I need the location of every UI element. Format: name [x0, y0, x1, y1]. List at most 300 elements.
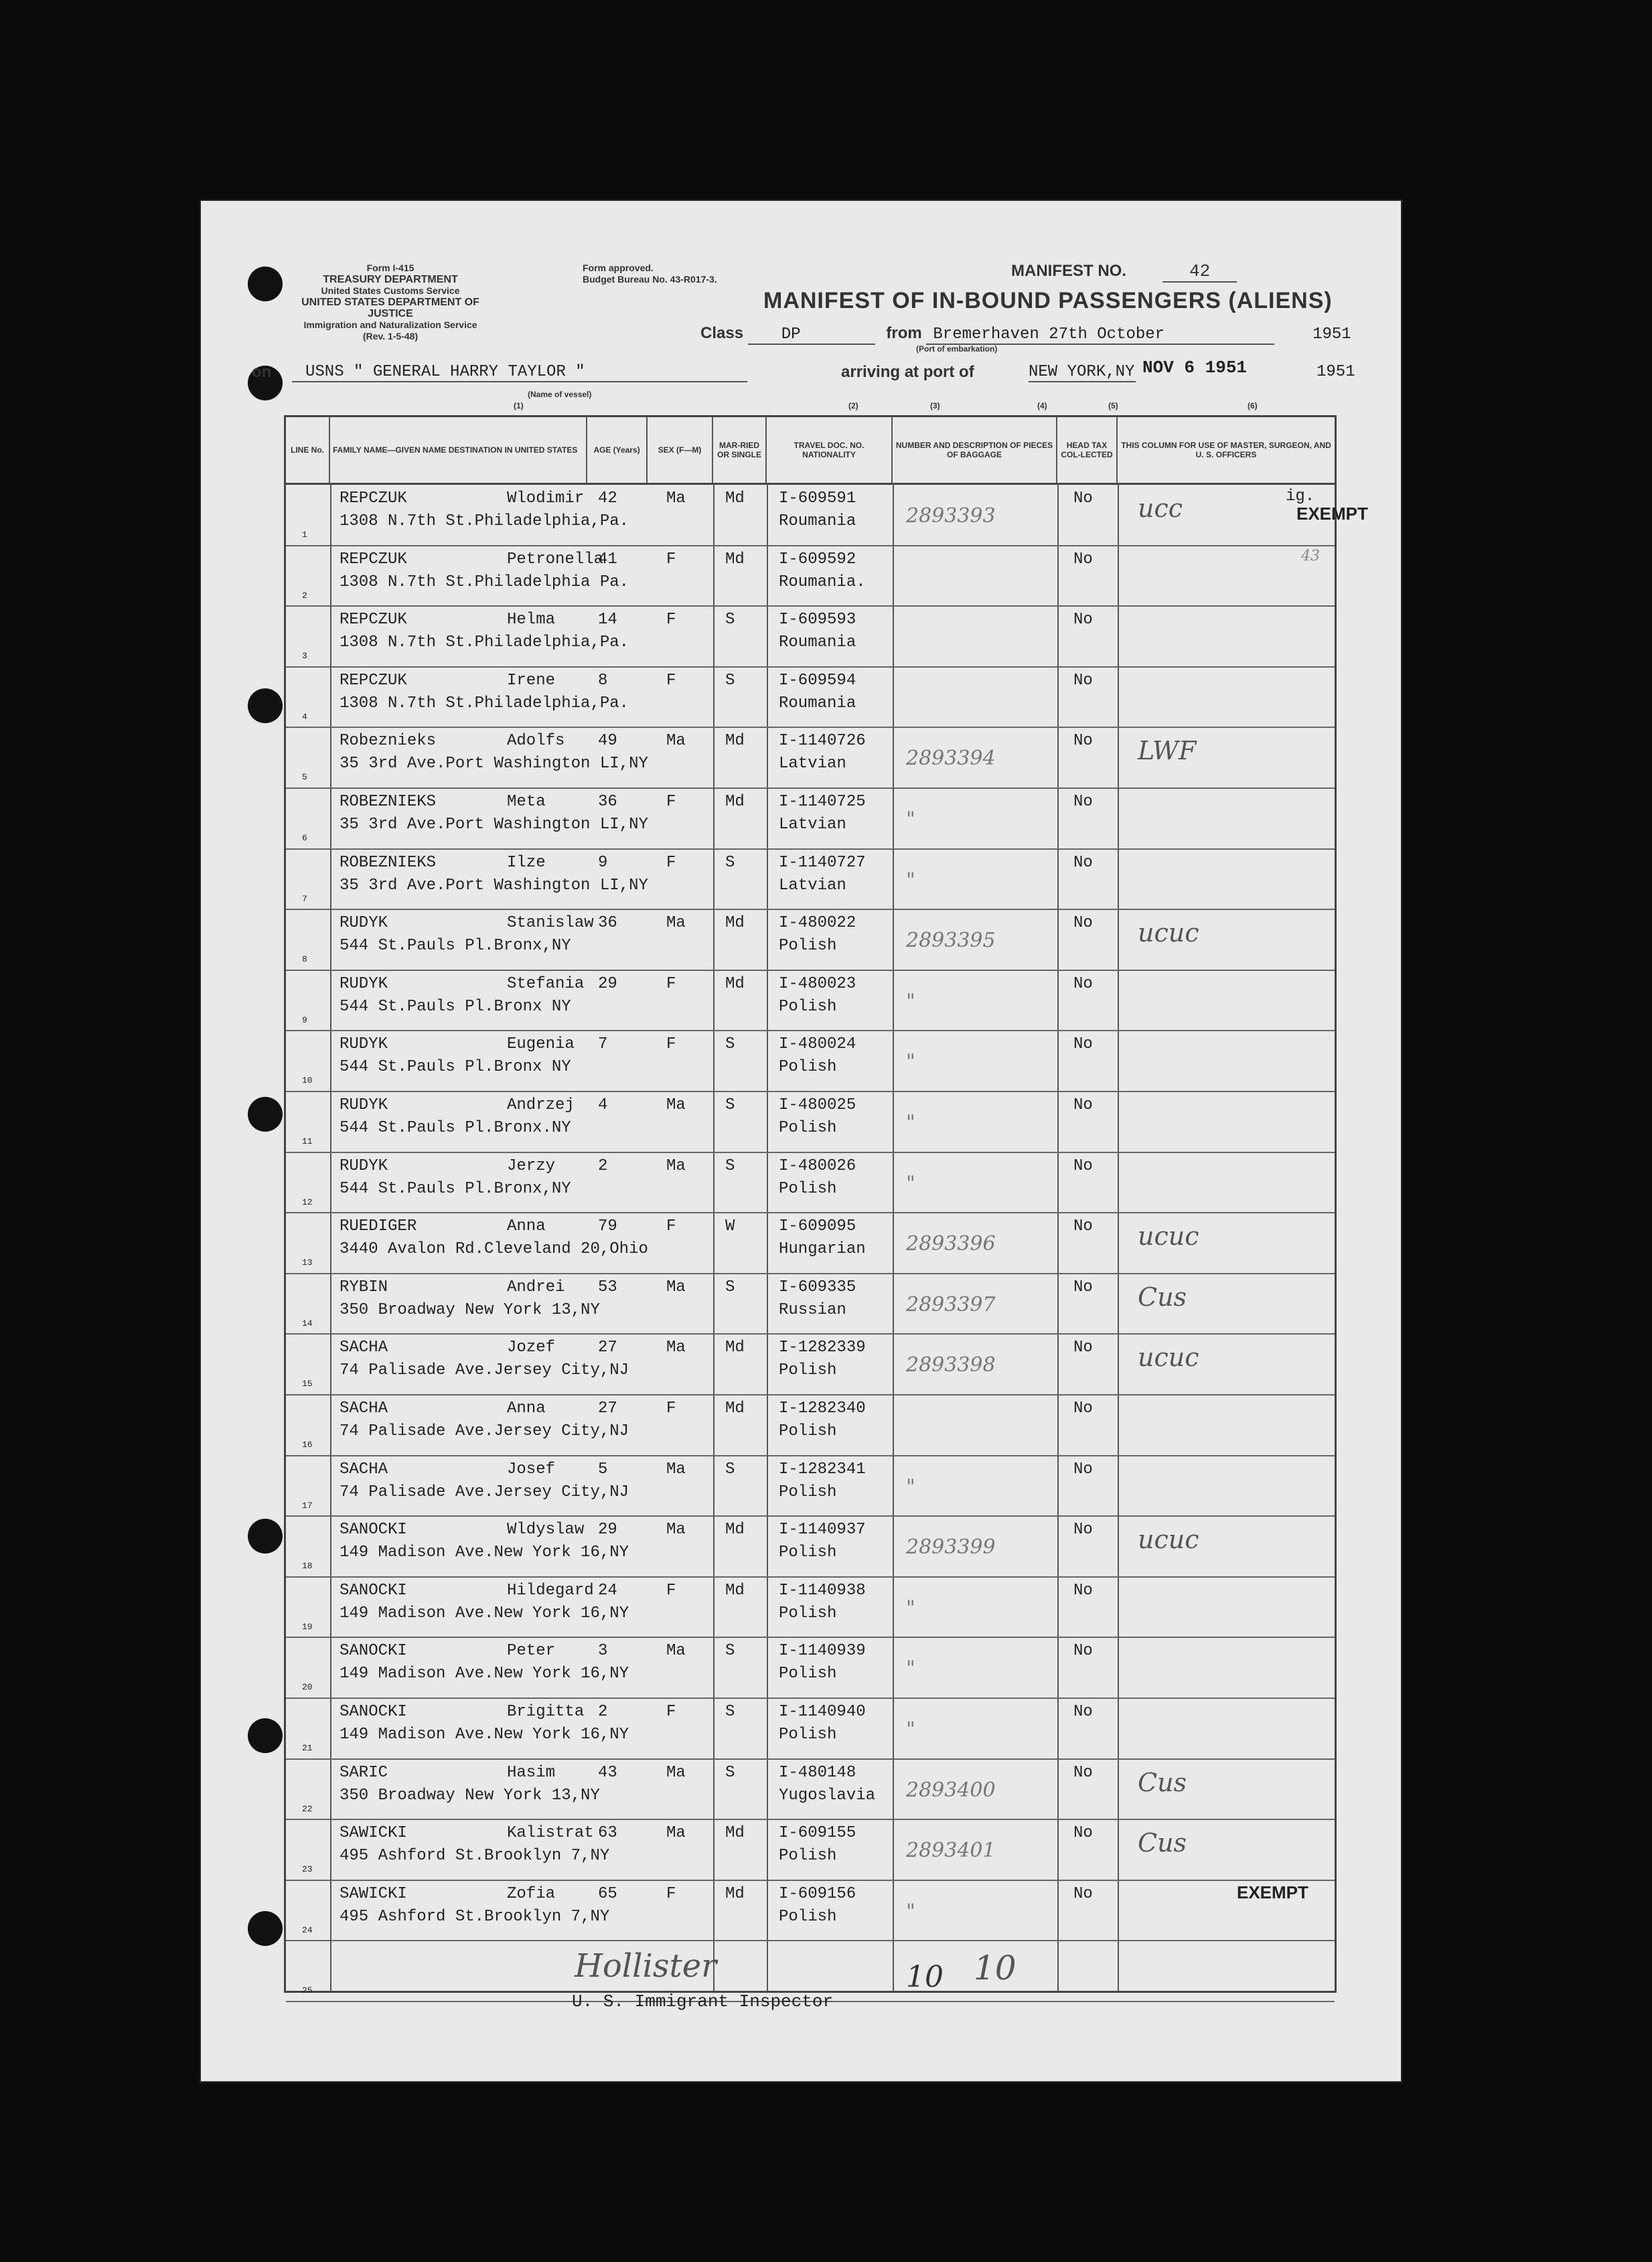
marital-status: S [725, 1096, 735, 1114]
table-row [286, 605, 1335, 666]
family-name: RYBIN [340, 1278, 388, 1296]
destination: 35 3rd Ave.Port Washington LI,NY [340, 876, 648, 895]
destination: 544 St.Pauls Pl.Bronx.NY [340, 1119, 571, 1137]
sex: Ma [666, 1763, 686, 1782]
travel-doc-no: I-609593 [779, 611, 856, 629]
travel-doc-no: I-480148 [779, 1763, 856, 1782]
table-row [286, 1273, 1335, 1334]
budget-bureau-text: Budget Bureau No. 43-R017-3. [583, 274, 717, 285]
destination: 35 3rd Ave.Port Washington LI,NY [340, 755, 648, 773]
baggage-number: " [906, 1718, 915, 1741]
family-name: RUDYK [340, 974, 388, 993]
line-number: 15 [302, 1379, 313, 1389]
marital-status: S [725, 1460, 735, 1479]
head-tax: No [1073, 914, 1093, 933]
baggage-number: " [906, 1111, 915, 1134]
given-name: Anna [507, 1217, 546, 1236]
line-number: 18 [302, 1561, 313, 1572]
age: 24 [598, 1581, 617, 1600]
age: 27 [598, 1400, 617, 1418]
marital-status: S [725, 1703, 735, 1721]
nationality: Polish [779, 1422, 837, 1440]
line-number: 8 [302, 954, 307, 965]
age: 14 [598, 611, 617, 629]
family-name: RUDYK [340, 914, 388, 933]
immigration-service: Immigration and Naturalization Service [303, 319, 477, 330]
nationality: Roumania. [779, 573, 866, 591]
marital-status: Md [725, 793, 745, 811]
travel-doc-no: I-1282341 [779, 1460, 866, 1479]
nationality: Polish [779, 1361, 837, 1380]
marital-status: Md [725, 732, 745, 751]
head-tax: No [1073, 1156, 1093, 1175]
form-approved-text: Form approved. [583, 262, 654, 273]
nationality: Polish [779, 937, 837, 956]
arrival-date-stamp: NOV 6 1951 [1142, 358, 1248, 378]
destination: 495 Ashford St.Brooklyn 7,NY [340, 1847, 610, 1866]
family-name: SANOCKI [340, 1642, 407, 1661]
age: 2 [598, 1703, 608, 1721]
binder-hole [248, 1097, 283, 1132]
destination: 1308 N.7th St.Philadelphia Pa. [340, 573, 629, 591]
table-row [286, 1758, 1335, 1819]
destination: 1308 N.7th St.Philadelphia,Pa. [340, 633, 629, 652]
column-number: (6) [1248, 401, 1258, 410]
travel-doc-no: I-1140938 [779, 1581, 866, 1600]
manifest-number [1011, 261, 1237, 281]
nationality: Polish [779, 1726, 837, 1744]
line-number: 20 [302, 1682, 313, 1693]
table-row [286, 909, 1335, 970]
head-tax: No [1073, 1400, 1093, 1418]
destination: 1308 N.7th St.Philadelphia,Pa. [340, 694, 629, 712]
nationality: Polish [779, 1179, 837, 1198]
family-name: SACHA [340, 1339, 388, 1357]
nationality: Polish [779, 1119, 837, 1137]
line-number: 19 [302, 1621, 313, 1632]
sex: F [666, 1581, 676, 1600]
col-header-officers: THIS COLUMN FOR USE OF MASTER, SURGEON, AND U. S. OFFICERS [1121, 441, 1331, 459]
given-name: Stefania [507, 974, 585, 993]
age: 9 [598, 853, 608, 872]
travel-doc-no: I-480023 [779, 974, 856, 993]
head-tax: No [1073, 550, 1093, 569]
binder-hole [248, 1911, 283, 1946]
head-tax: No [1073, 1035, 1093, 1054]
ig-note: ig. [1286, 487, 1315, 506]
sex: Ma [666, 489, 686, 508]
destination: 3440 Avalon Rd.Cleveland 20,Ohio [340, 1240, 648, 1259]
sex: Ma [666, 1521, 686, 1539]
manifest-label: MANIFEST NO. [1011, 262, 1126, 280]
sex: Ma [666, 1460, 686, 1479]
table-row [286, 1091, 1335, 1152]
given-name: Hildegard [507, 1581, 594, 1600]
class-label: Class [700, 324, 744, 342]
col-header-name: FAMILY NAME—GIVEN NAME DESTINATION IN UNITED STATES [330, 417, 587, 483]
col-header-age: AGE (Years) [587, 417, 648, 483]
head-tax: No [1073, 1824, 1093, 1843]
line-number: 7 [302, 893, 307, 904]
baggage-number: " [906, 1657, 915, 1681]
given-name: Adolfs [507, 732, 565, 751]
nationality: Latvian [779, 755, 846, 773]
age: 29 [598, 1521, 617, 1539]
column-number: (5) [1108, 401, 1118, 410]
family-name: RUDYK [340, 1156, 388, 1175]
officer-note: Cus [1138, 1282, 1187, 1312]
baggage-number: " [906, 1475, 915, 1499]
class-line [700, 324, 1351, 345]
form-approval [583, 262, 717, 285]
head-tax: No [1073, 1460, 1093, 1479]
line-number: 9 [302, 1014, 307, 1025]
col-header-travel-doc: TRAVEL DOC. NO. NATIONALITY [767, 417, 893, 483]
marital-status: S [725, 853, 735, 872]
travel-doc-no: I-1140726 [779, 732, 866, 751]
head-tax: No [1073, 732, 1093, 751]
baggage-number: 2893398 [906, 1353, 996, 1377]
destination: 149 Madison Ave.New York 16,NY [340, 1604, 629, 1623]
travel-doc-no: I-1140937 [779, 1521, 866, 1539]
age: 36 [598, 914, 617, 933]
age: 3 [598, 1642, 608, 1661]
head-tax: No [1073, 1581, 1093, 1600]
head-tax: No [1073, 671, 1093, 690]
officer-note: ucuc [1138, 1221, 1199, 1252]
marital-status: S [725, 611, 735, 629]
passenger-table [284, 401, 1337, 1996]
given-name: Petronella [507, 550, 604, 569]
line-number: 24 [302, 1925, 313, 1935]
given-name: Andrei [507, 1278, 565, 1296]
given-name: Irene [507, 671, 556, 690]
binder-hole [248, 688, 283, 723]
baggage-number: " [906, 1050, 915, 1074]
destination: 74 Palisade Ave.Jersey City,NJ [340, 1483, 629, 1501]
destination: 74 Palisade Ave.Jersey City,NJ [340, 1361, 629, 1380]
given-name: Helma [507, 611, 556, 629]
line-number: 10 [302, 1075, 313, 1086]
destination: 350 Broadway New York 13,NY [340, 1300, 600, 1319]
age: 53 [598, 1278, 617, 1296]
table-row [286, 1576, 1335, 1637]
age: 7 [598, 1035, 608, 1054]
travel-doc-no: I-609155 [779, 1824, 856, 1843]
family-name: ROBEZNIEKS [340, 793, 437, 811]
nationality: Latvian [779, 876, 846, 895]
officer-note: Cus [1138, 1767, 1187, 1797]
family-name: RUEDIGER [340, 1217, 417, 1236]
nationality: Polish [779, 1847, 837, 1866]
table-row [286, 1212, 1335, 1273]
family-name: REPCZUK [340, 550, 407, 569]
table-row [286, 1698, 1335, 1758]
sex: F [666, 1703, 676, 1721]
table-row [286, 1394, 1335, 1455]
marital-status: S [725, 1035, 735, 1054]
line-number: 14 [302, 1318, 313, 1329]
officer-note: ucuc [1138, 1525, 1199, 1555]
family-name: RUDYK [340, 1096, 388, 1114]
nationality: Latvian [779, 816, 846, 834]
col-header-sex: SEX (F—M) [648, 417, 713, 483]
marital-status: S [725, 1156, 735, 1175]
binder-hole [248, 1519, 283, 1554]
marital-status: Md [725, 1581, 745, 1600]
baggage-number: " [906, 1899, 915, 1923]
travel-doc-no: I-1140939 [779, 1642, 866, 1661]
line-number: 6 [302, 833, 307, 843]
baggage-number: 2893395 [906, 929, 996, 953]
family-name: RUDYK [340, 1035, 388, 1054]
line-number: 23 [302, 1864, 313, 1875]
officer-note: ucc [1138, 494, 1183, 523]
age: 8 [598, 671, 608, 690]
family-name: REPCZUK [340, 671, 407, 690]
given-name: Hasim [507, 1763, 556, 1782]
marital-status: S [725, 1278, 735, 1296]
officer-note: EXEMPT [1237, 1882, 1308, 1902]
arrival-port: NEW YORK,NY [1029, 363, 1135, 381]
table-row [286, 484, 1335, 545]
age: 5 [598, 1460, 608, 1479]
marital-status: Md [725, 1339, 745, 1357]
sex: Ma [666, 732, 686, 751]
destination: 544 St.Pauls Pl.Bronx NY [340, 1058, 571, 1077]
line-number: 16 [302, 1440, 313, 1450]
manifest-title: MANIFEST OF IN-BOUND PASSENGERS (ALIENS) [763, 288, 1333, 313]
destination: 544 St.Pauls Pl.Bronx,NY [340, 1179, 571, 1198]
arrival-year: 1951 [1317, 363, 1355, 381]
nationality: Polish [779, 1907, 837, 1926]
column-number: (1) [514, 401, 524, 410]
nationality: Polish [779, 1058, 837, 1077]
officer-note: LWF [1138, 736, 1197, 766]
nationality: Yugoslavia [779, 1786, 876, 1805]
vessel-name: USNS " GENERAL HARRY TAYLOR " [292, 363, 747, 382]
line-number: 21 [302, 1743, 313, 1753]
age: 79 [598, 1217, 617, 1236]
given-name: Peter [507, 1642, 556, 1661]
baggage-number: 2893397 [906, 1292, 996, 1316]
baggage-number: 2893400 [906, 1778, 996, 1802]
inspector-caption: U. S. Immigrant Inspector [572, 1991, 834, 2012]
line-number: 17 [302, 1500, 313, 1511]
family-name: SARIC [340, 1763, 388, 1782]
travel-doc-no: I-609095 [779, 1217, 856, 1236]
head-tax: No [1073, 1278, 1093, 1296]
baggage-number: 2893399 [906, 1535, 996, 1560]
given-name: Zofia [507, 1884, 556, 1903]
age: 27 [598, 1339, 617, 1357]
line-number: 25 [302, 1985, 313, 1996]
baggage-number: " [906, 989, 915, 1013]
from-label: from [886, 324, 922, 342]
sex: F [666, 1884, 676, 1903]
sex: F [666, 1035, 676, 1054]
family-name: SAWICKI [340, 1884, 407, 1903]
table-row [286, 970, 1335, 1031]
destination: 544 St.Pauls Pl.Bronx NY [340, 997, 571, 1016]
marital-status: Md [725, 1884, 745, 1903]
baggage-number: 2893396 [906, 1232, 996, 1256]
given-name: Stanislaw [507, 914, 594, 933]
col-header-head-tax: HEAD TAX COL-LECTED [1057, 417, 1118, 483]
destination: 495 Ashford St.Brooklyn 7,NY [340, 1907, 610, 1926]
given-name: Eugenia [507, 1035, 575, 1054]
family-name: SACHA [340, 1400, 388, 1418]
destination: 35 3rd Ave.Port Washington LI,NY [340, 816, 648, 834]
baggage-number: 2893401 [906, 1839, 996, 1863]
table-row [286, 1880, 1335, 1941]
nationality: Hungarian [779, 1240, 866, 1259]
given-name: Meta [507, 793, 546, 811]
family-name: SACHA [340, 1460, 388, 1479]
baggage-number: 10 [906, 1960, 944, 1995]
table-row [286, 787, 1335, 848]
travel-doc-no: I-609594 [779, 671, 856, 690]
marital-status: W [725, 1217, 735, 1236]
officer-note: ucuc [1138, 918, 1199, 948]
given-name: Brigitta [507, 1703, 585, 1721]
given-name: Kalistrat [507, 1824, 594, 1843]
head-tax: No [1073, 974, 1093, 993]
head-tax: No [1073, 853, 1093, 872]
table-row [286, 1515, 1335, 1576]
family-name: REPCZUK [340, 611, 407, 629]
sex: Ma [666, 1096, 686, 1114]
marital-status: Md [725, 1824, 745, 1843]
baggage-number: " [906, 868, 915, 892]
form-revision: (Rev. 1-5-48) [362, 331, 419, 342]
destination: 149 Madison Ave.New York 16,NY [340, 1726, 629, 1744]
age: 2 [598, 1156, 608, 1175]
travel-doc-no: I-480022 [779, 914, 856, 933]
destination: 350 Broadway New York 13,NY [340, 1786, 600, 1805]
destination: 74 Palisade Ave.Jersey City,NJ [340, 1422, 629, 1440]
age: 43 [598, 1763, 617, 1782]
marital-status: Md [725, 914, 745, 933]
age: 36 [598, 793, 617, 811]
family-name: REPCZUK [340, 489, 407, 508]
line-number: 13 [302, 1258, 313, 1268]
marital-status: Md [725, 1521, 745, 1539]
marital-status: S [725, 1642, 735, 1661]
head-tax: No [1073, 1096, 1093, 1114]
head-tax: No [1073, 489, 1093, 508]
baggage-number: " [906, 1596, 915, 1620]
form-number: Form I-415 [366, 262, 415, 273]
family-name: SANOCKI [340, 1703, 407, 1721]
col-header-married: MAR-RIED OR SINGLE [713, 417, 767, 483]
class-value: DP [748, 325, 875, 345]
nationality: Roumania [779, 694, 856, 712]
binder-hole [248, 267, 283, 301]
travel-doc-no: I-609591 [779, 489, 856, 508]
baggage-number: " [906, 1171, 915, 1195]
table-row [286, 1333, 1335, 1394]
nationality: Roumania [779, 633, 856, 652]
sex: Ma [666, 1278, 686, 1296]
travel-doc-no: I-1140725 [779, 793, 866, 811]
line-number: 11 [302, 1136, 313, 1146]
travel-doc-no: I-480025 [779, 1096, 856, 1114]
baggage-number: 2893393 [906, 504, 996, 528]
family-name: SANOCKI [340, 1521, 407, 1539]
baggage-number: " [906, 808, 915, 831]
inspector-signature: Hollister [575, 1947, 717, 1985]
age: 49 [598, 732, 617, 751]
sex: F [666, 550, 676, 569]
travel-doc-no: I-609592 [779, 550, 856, 569]
nationality: Polish [779, 1543, 837, 1562]
nationality: Polish [779, 1604, 837, 1623]
marital-status: Md [725, 550, 745, 569]
column-number: (2) [848, 401, 858, 410]
marital-status: S [725, 671, 735, 690]
head-tax: No [1073, 1217, 1093, 1236]
family-name: ROBEZNIEKS [340, 853, 437, 872]
small-number-note: 43 [1301, 548, 1320, 564]
nationality: Roumania [779, 512, 856, 530]
binder-hole [248, 1718, 283, 1753]
head-tax: No [1073, 1339, 1093, 1357]
baggage-total: 10 [974, 1949, 1017, 1987]
sex: F [666, 793, 676, 811]
travel-doc-no: I-1140727 [779, 853, 866, 872]
arriving-label: arriving at port of [841, 363, 974, 381]
sex: Ma [666, 1156, 686, 1175]
given-name: Anna [507, 1400, 546, 1418]
table-row [286, 545, 1335, 606]
column-number: (4) [1037, 401, 1047, 410]
sex: F [666, 853, 676, 872]
destination: 149 Madison Ave.New York 16,NY [340, 1543, 629, 1562]
given-name: Ilze [507, 853, 546, 872]
col-header-baggage: NUMBER AND DESCRIPTION OF PIECES OF BAGGAGE [893, 417, 1057, 483]
destination: 1308 N.7th St.Philadelphia,Pa. [340, 512, 629, 530]
officer-note: ucuc [1138, 1343, 1199, 1373]
sex: Ma [666, 1642, 686, 1661]
age: 42 [598, 489, 617, 508]
table-row [286, 1819, 1335, 1880]
nationality: Polish [779, 997, 837, 1016]
table-row [286, 1637, 1335, 1698]
exempt-stamp: EXEMPT [1296, 504, 1368, 524]
line-number: 4 [302, 711, 307, 722]
age: 41 [598, 550, 617, 569]
sex: Ma [666, 914, 686, 933]
given-name: Wlodimir [507, 489, 585, 508]
travel-doc-no: I-609335 [779, 1278, 856, 1296]
head-tax: No [1073, 1763, 1093, 1782]
travel-doc-no: I-1140940 [779, 1703, 866, 1721]
table-row [286, 1152, 1335, 1213]
given-name: Jerzy [507, 1156, 556, 1175]
given-name: Wldyslaw [507, 1521, 585, 1539]
marital-status: S [725, 1763, 735, 1782]
line-number: 2 [302, 590, 307, 601]
family-name: SANOCKI [340, 1581, 407, 1600]
sex: F [666, 611, 676, 629]
marital-status: Md [725, 974, 745, 993]
manifest-sheet [200, 200, 1402, 2083]
sex: F [666, 671, 676, 690]
head-tax: No [1073, 611, 1093, 629]
sex: Ma [666, 1339, 686, 1357]
line-number: 5 [302, 772, 307, 783]
